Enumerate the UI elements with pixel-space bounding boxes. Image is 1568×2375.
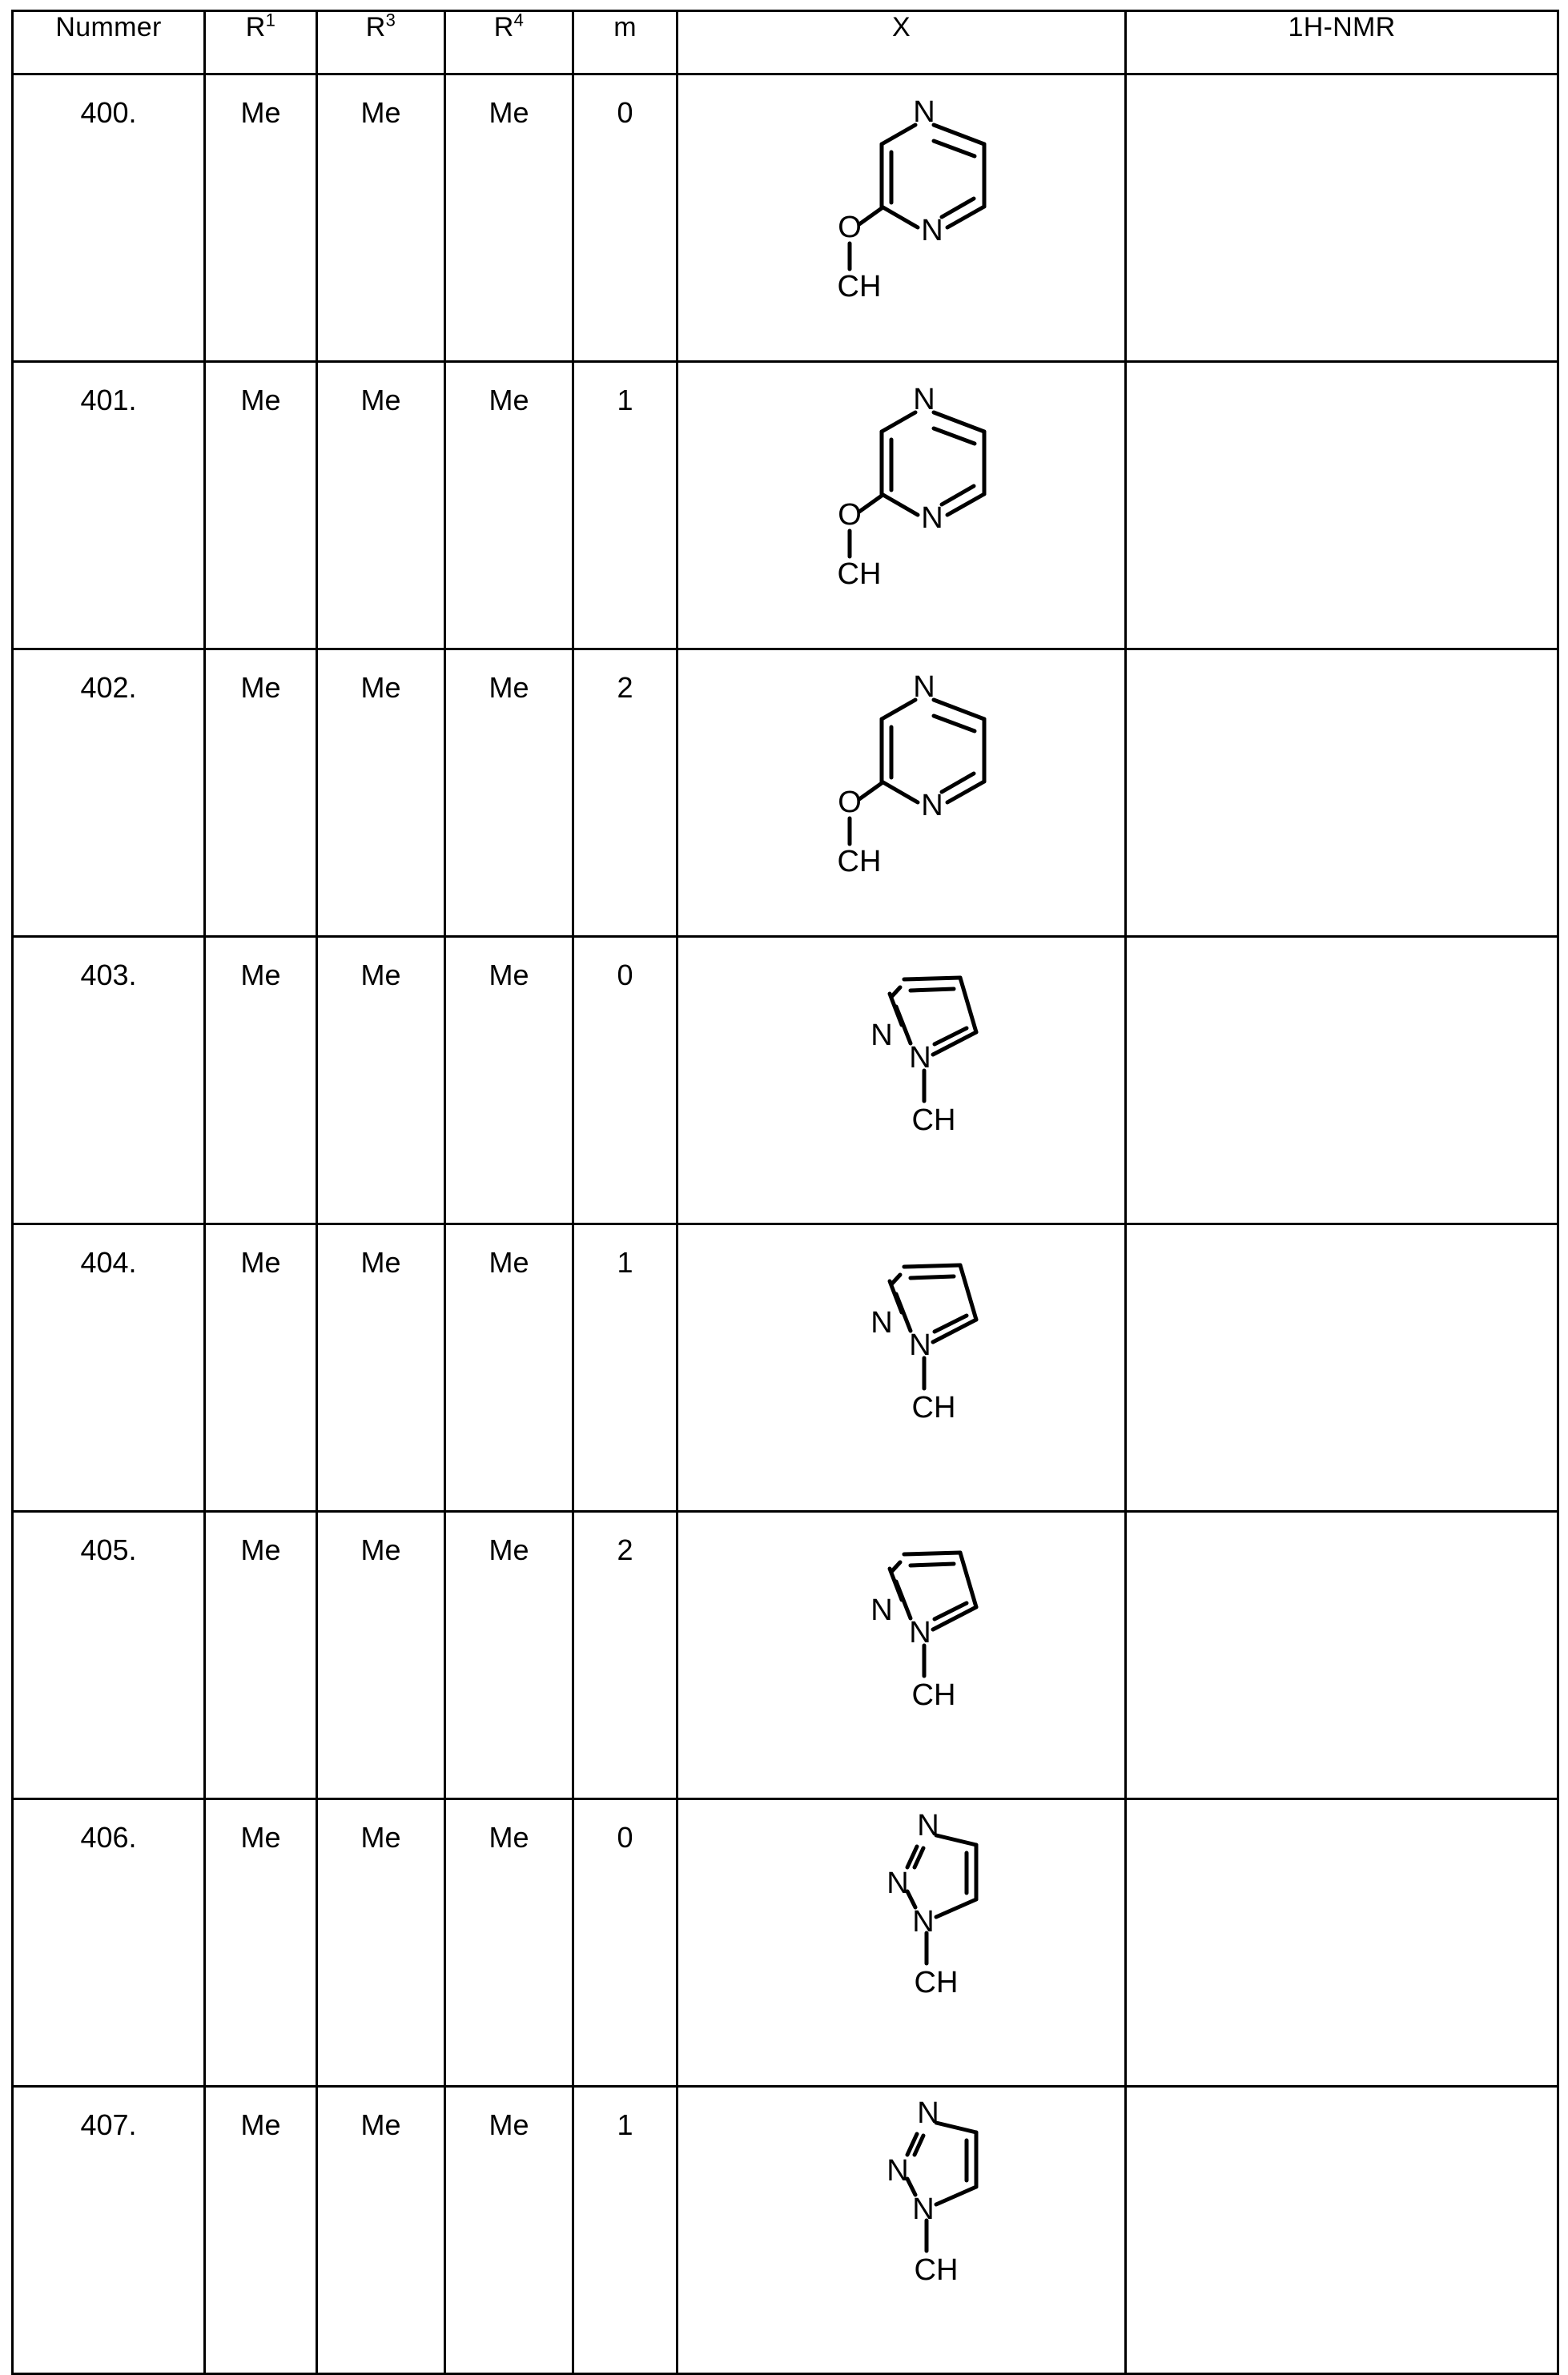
cell-x-structure	[677, 649, 1126, 937]
cell-m: 1	[573, 1224, 677, 1512]
header-label-r3: R	[365, 12, 386, 42]
cell-r1: Me	[205, 937, 317, 1224]
cell-r3: Me	[317, 1799, 445, 2087]
cell-x-structure	[677, 1512, 1126, 1799]
cell-r3: Me	[317, 2087, 445, 2374]
atom-label-n: N	[920, 501, 943, 535]
table-row	[13, 1224, 1558, 1512]
cell-r4: Me	[445, 74, 573, 362]
atom-label-ch: CH	[837, 557, 881, 591]
pyrazole-ring-diagram	[770, 949, 1034, 1189]
cell-r3: Me	[317, 937, 445, 1224]
column-header-r3	[317, 11, 445, 74]
cell-x-structure	[677, 937, 1126, 1224]
atom-label-ch: CH	[914, 2253, 958, 2287]
atom-label-n: N	[870, 1019, 893, 1052]
atom-label-n: N	[920, 214, 943, 247]
header-label-nmr: 1H-NMR	[1288, 12, 1396, 42]
table-row	[13, 2087, 1558, 2374]
triazole-ring-diagram	[770, 1811, 1034, 2052]
header-sup-r4: 4	[513, 10, 525, 30]
structure-pyrazinyloxy-methine	[678, 650, 1124, 935]
atom-label-n: N	[908, 1616, 931, 1650]
cell-r3: Me	[317, 74, 445, 362]
structure-triazol-1-yl-methine	[678, 2088, 1124, 2373]
pyrazine-ring-diagram	[770, 86, 1034, 327]
cell-x-structure	[677, 1799, 1126, 2087]
cell-r4: Me	[445, 2087, 573, 2374]
table-row	[13, 362, 1558, 649]
cell-r1: Me	[205, 1224, 317, 1512]
cell-x-structure	[677, 2087, 1126, 2374]
table-header	[13, 11, 1558, 74]
pyrazine-ring-diagram	[770, 661, 1034, 902]
atom-label-n: N	[911, 1905, 935, 1939]
header-label-m: m	[613, 12, 637, 42]
cell-r4: Me	[445, 1224, 573, 1512]
table-row	[13, 1512, 1558, 1799]
column-header-r4	[445, 11, 573, 74]
cell-nmr	[1126, 1799, 1558, 2087]
atom-label-n: N	[870, 1593, 893, 1627]
pyrazole-ring-diagram	[770, 1236, 1034, 1477]
atom-label-n: N	[870, 1306, 893, 1340]
cell-m: 1	[573, 2087, 677, 2374]
header-label-r1: R	[245, 12, 266, 42]
cell-r1: Me	[205, 1799, 317, 2087]
cell-r1: Me	[205, 2087, 317, 2374]
table-row	[13, 1799, 1558, 2087]
cell-r4: Me	[445, 362, 573, 649]
header-label-r4: R	[493, 12, 514, 42]
structure-pyrazol-1-yl-methine	[678, 1513, 1124, 1798]
cell-nmr	[1126, 362, 1558, 649]
cell-x-structure	[677, 1224, 1126, 1512]
atom-label-o: O	[837, 211, 862, 244]
column-header-m	[573, 11, 677, 74]
cell-nmr	[1126, 2087, 1558, 2374]
cell-m: 2	[573, 1512, 677, 1799]
atom-label-n: N	[908, 1328, 931, 1362]
cell-nmr	[1126, 1224, 1558, 1512]
table-row	[13, 937, 1558, 1224]
cell-m: 0	[573, 937, 677, 1224]
atom-label-n: N	[908, 1041, 931, 1075]
cell-nummer: 402.	[13, 649, 205, 937]
atom-label-ch: CH	[837, 845, 881, 878]
header-label-nummer: Nummer	[55, 12, 162, 42]
atom-label-ch: CH	[911, 1103, 955, 1137]
atom-label-ch: CH	[911, 1678, 955, 1712]
pyrazole-ring-diagram	[770, 1524, 1034, 1764]
cell-nmr	[1126, 937, 1558, 1224]
cell-r3: Me	[317, 1512, 445, 1799]
atom-label-n: N	[916, 2099, 939, 2130]
cell-m: 0	[573, 1799, 677, 2087]
cell-nmr	[1126, 649, 1558, 937]
cell-r1: Me	[205, 1512, 317, 1799]
cell-m: 2	[573, 649, 677, 937]
cell-r4: Me	[445, 649, 573, 937]
cell-r1: Me	[205, 74, 317, 362]
cell-nmr	[1126, 74, 1558, 362]
cell-nummer: 400.	[13, 74, 205, 362]
cell-r1: Me	[205, 649, 317, 937]
atom-label-ch: CH	[914, 1966, 958, 1999]
cell-r3: Me	[317, 649, 445, 937]
compound-table	[11, 10, 1559, 2375]
atom-label-n: N	[912, 95, 935, 129]
structure-pyrazinyloxy-methine	[678, 75, 1124, 360]
cell-r3: Me	[317, 1224, 445, 1512]
cell-x-structure	[677, 362, 1126, 649]
column-header-r1	[205, 11, 317, 74]
cell-nummer: 407.	[13, 2087, 205, 2374]
table-row	[13, 74, 1558, 362]
table-body	[13, 74, 1558, 2374]
atom-label-n: N	[912, 670, 935, 704]
column-header-nummer	[13, 11, 205, 74]
structure-pyrazol-1-yl-methine	[678, 1225, 1124, 1510]
header-sup-r1: 1	[265, 10, 276, 30]
atom-label-n: N	[920, 789, 943, 822]
cell-nummer: 405.	[13, 1512, 205, 1799]
header-row	[13, 11, 1558, 74]
triazole-ring-diagram	[770, 2099, 1034, 2339]
structure-pyrazinyloxy-methine	[678, 363, 1124, 648]
atom-label-n: N	[911, 2192, 935, 2226]
cell-r1: Me	[205, 362, 317, 649]
atom-label-o: O	[837, 498, 862, 532]
atom-label-ch: CH	[911, 1391, 955, 1425]
pyrazine-ring-diagram	[770, 374, 1034, 614]
column-header-nmr	[1126, 11, 1558, 74]
cell-nmr	[1126, 1512, 1558, 1799]
cell-nummer: 406.	[13, 1799, 205, 2087]
structure-triazol-1-yl-methine	[678, 1800, 1124, 2085]
cell-nummer: 404.	[13, 1224, 205, 1512]
cell-m: 1	[573, 362, 677, 649]
cell-x-structure	[677, 74, 1126, 362]
atom-label-o: O	[837, 786, 862, 819]
cell-m: 0	[573, 74, 677, 362]
cell-r4: Me	[445, 1799, 573, 2087]
column-header-x	[677, 11, 1126, 74]
atom-label-n: N	[912, 383, 935, 416]
atom-label-n: N	[886, 1867, 909, 1900]
atom-label-ch: CH	[837, 270, 881, 303]
atom-label-n: N	[886, 2154, 909, 2188]
cell-r4: Me	[445, 937, 573, 1224]
cell-r4: Me	[445, 1512, 573, 1799]
header-sup-r3: 3	[385, 10, 396, 30]
cell-nummer: 401.	[13, 362, 205, 649]
atom-label-n: N	[916, 1811, 939, 1843]
cell-r3: Me	[317, 362, 445, 649]
header-label-x: X	[892, 12, 911, 42]
table-row	[13, 649, 1558, 937]
structure-pyrazol-1-yl-methine	[678, 938, 1124, 1223]
cell-nummer: 403.	[13, 937, 205, 1224]
